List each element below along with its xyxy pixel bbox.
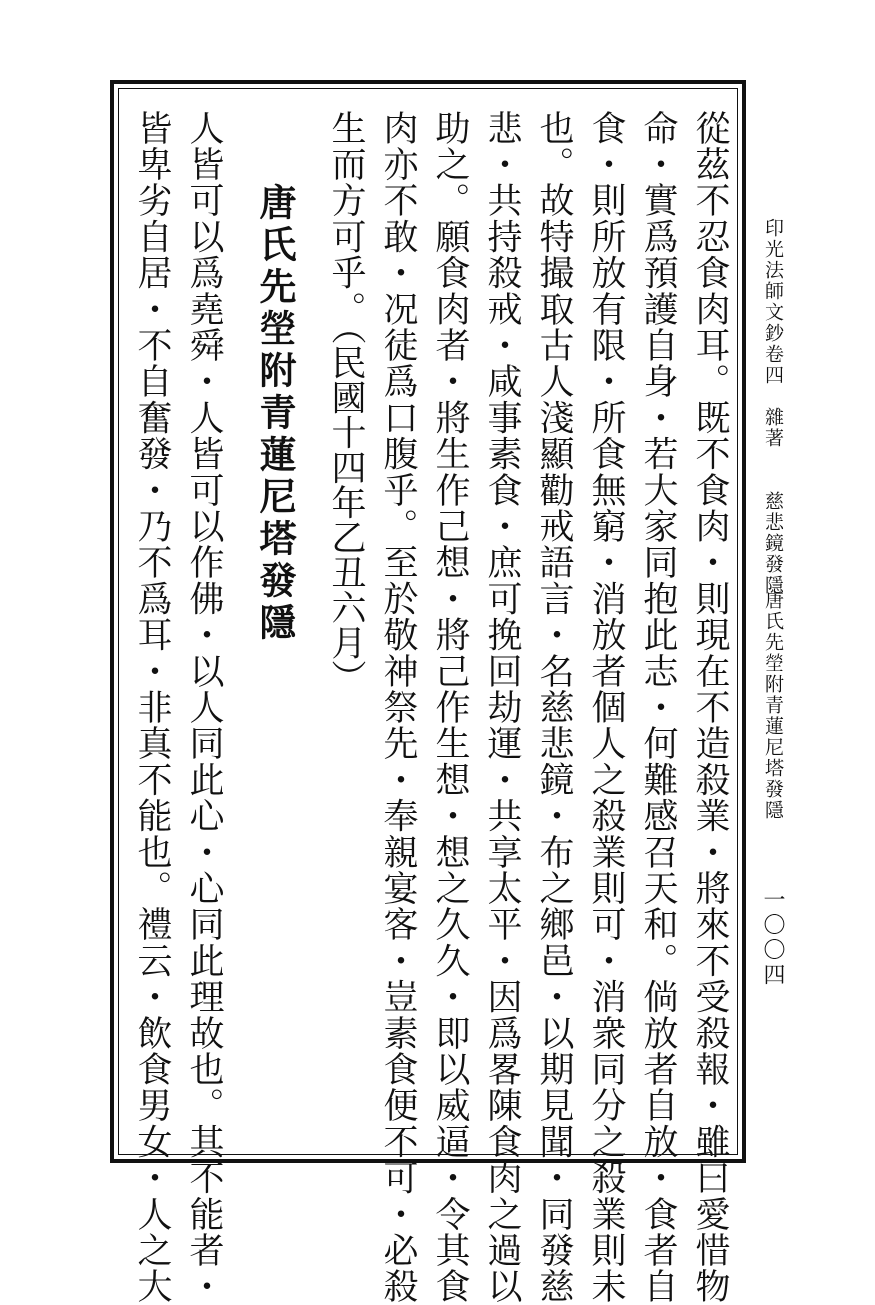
text-column: 人皆可以爲堯舜・人皆可以作佛・以人同此心・心同此理故也。其不能者・ — [184, 110, 224, 1305]
article-title-1: 慈悲鏡發隱 — [762, 491, 784, 596]
text-column: 悲・共持殺戒・咸事素食・庶可挽回劫運・共享太平・因爲畧陳食肉之過以 — [482, 110, 522, 1305]
running-header — [763, 218, 782, 596]
text-column: 助之。願食肉者・將生作己想・將己作生想・想之久久・即以威逼・令其食 — [430, 110, 470, 1305]
text-column-last — [326, 110, 366, 695]
page-number: 一〇〇四 — [760, 888, 785, 988]
text-column: 從茲不忍食肉耳。既不食肉・則現在不造殺業・將來不受殺報・雖曰愛惜物 — [690, 110, 730, 1305]
article-title-2: 唐氏先塋附青蓮尼塔發隱 — [762, 590, 784, 821]
last-line: 生而方可乎。 — [326, 110, 366, 328]
text-column: 命・實爲預護自身・若大家同抱此志・何難感召天和。倘放者自放・食者自 — [638, 110, 678, 1305]
text-column: 食・則所放有限・所食無窮・消放者個人之殺業則可・消衆同分之殺業則未 — [586, 110, 626, 1305]
text-column: 皆卑劣自居・不自奮發・乃不爲耳・非真不能也。禮云・飲食男女・人之大 — [132, 110, 172, 1305]
text-column: 肉亦不敢・况徒爲口腹乎。至於敬神祭先・奉親宴客・豈素食便不可・必殺 — [378, 110, 418, 1305]
section-name: 雜著 — [762, 407, 784, 449]
article-heading: 唐氏先塋附青蓮尼塔發隱 — [253, 183, 297, 645]
running-header-article — [763, 590, 782, 821]
text-column: 也。故特撮取古人淺顯勸戒語言・名慈悲鏡・布之鄉邑・以期見聞・同發慈 — [534, 110, 574, 1305]
book-title: 印光法師文鈔卷四 — [762, 218, 784, 386]
date-note: （民國十四年乙丑六月） — [326, 327, 366, 695]
